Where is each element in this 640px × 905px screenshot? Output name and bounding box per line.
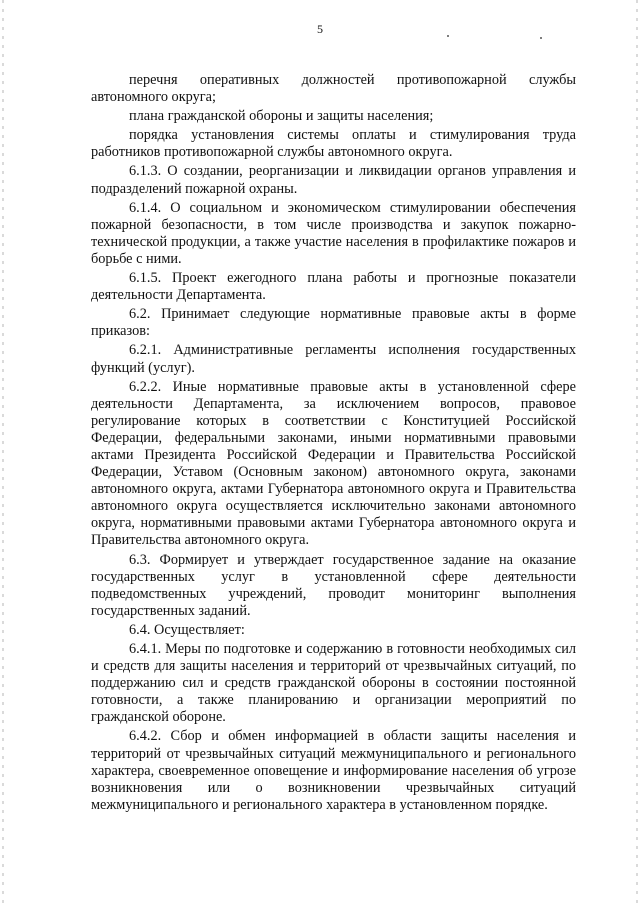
paragraph: 6.1.3. О создании, реорганизации и ликвидации органов управления и подразделений пожарной охраны. bbox=[91, 163, 576, 197]
paragraph: 6.4.1. Меры по подготовке и содержанию в готовности необходимых сил и средств для защиты населения и территорий от чрезвычайных ситуаций, по поддержанию сил и средств гражданской обороны в состоянии постоянной готовности, а также планированию и организации мероприятий по гражданской обороне. bbox=[91, 641, 576, 726]
paragraph: 6.2.1. Административные регламенты исполнения государственных функций (услуг). bbox=[91, 342, 576, 376]
paragraph: перечня оперативных должностей противопожарной службы автономного округа; bbox=[91, 72, 576, 106]
page-number: 5 bbox=[317, 22, 323, 36]
paragraph: плана гражданской обороны и защиты населения; bbox=[129, 108, 434, 125]
paragraph: 6.4.2. Сбор и обмен информацией в области защиты населения и территорий от чрезвычайных ситуаций межмуниципального и регионального характера, своевременное оповещение и информирование населения об угрозе возникновения или о возникновении чрезвычайных ситуаций межмуниципального и регионального характера в установленном порядке. bbox=[91, 728, 576, 813]
scan-edge-right bbox=[636, 0, 638, 905]
paragraph: 6.1.4. О социальном и экономическом стимулировании обеспечения пожарной безопасности, в том числе производства и закупок пожарно-технической продукции, а также участие населения в профилактике пожаров и борьбе с ними. bbox=[91, 199, 576, 267]
scan-edge-left bbox=[2, 0, 4, 905]
paragraph: 6.4. Осуществляет: bbox=[129, 621, 245, 638]
document-body bbox=[91, 72, 576, 816]
scan-speck bbox=[540, 37, 542, 39]
paragraph: 6.2.2. Иные нормативные правовые акты в установленной сфере деятельности Департамента, за исключением вопросов, правовое регулирование которых в соответствии с Конституцией Российской Федерации, федеральными законами, иными нормативными правовыми актами Президента Российской Федерации и Правительства Российской Федерации, Уставом (Основным законом) автономного округа, законами автономного округа, актами Губернатора автономного округа и Правительства автономного округа осуществляется исключительно законами автономного округа, нормативными правовыми актами Губернатора автономного округа и Правительства автономного округа. bbox=[91, 378, 576, 549]
paragraph: 6.2. Принимает следующие нормативные правовые акты в форме приказов: bbox=[91, 306, 576, 340]
paragraph: 6.1.5. Проект ежегодного плана работы и прогнозные показатели деятельности Департамента. bbox=[91, 270, 576, 304]
paragraph: 6.3. Формирует и утверждает государственное задание на оказание государственных услуг в установленной сфере деятельности подведомственных учреждений, проводит мониторинг выполнения государственных заданий. bbox=[91, 551, 576, 619]
paragraph: порядка установления системы оплаты и стимулирования труда работников противопожарной службы автономного округа. bbox=[91, 127, 576, 161]
